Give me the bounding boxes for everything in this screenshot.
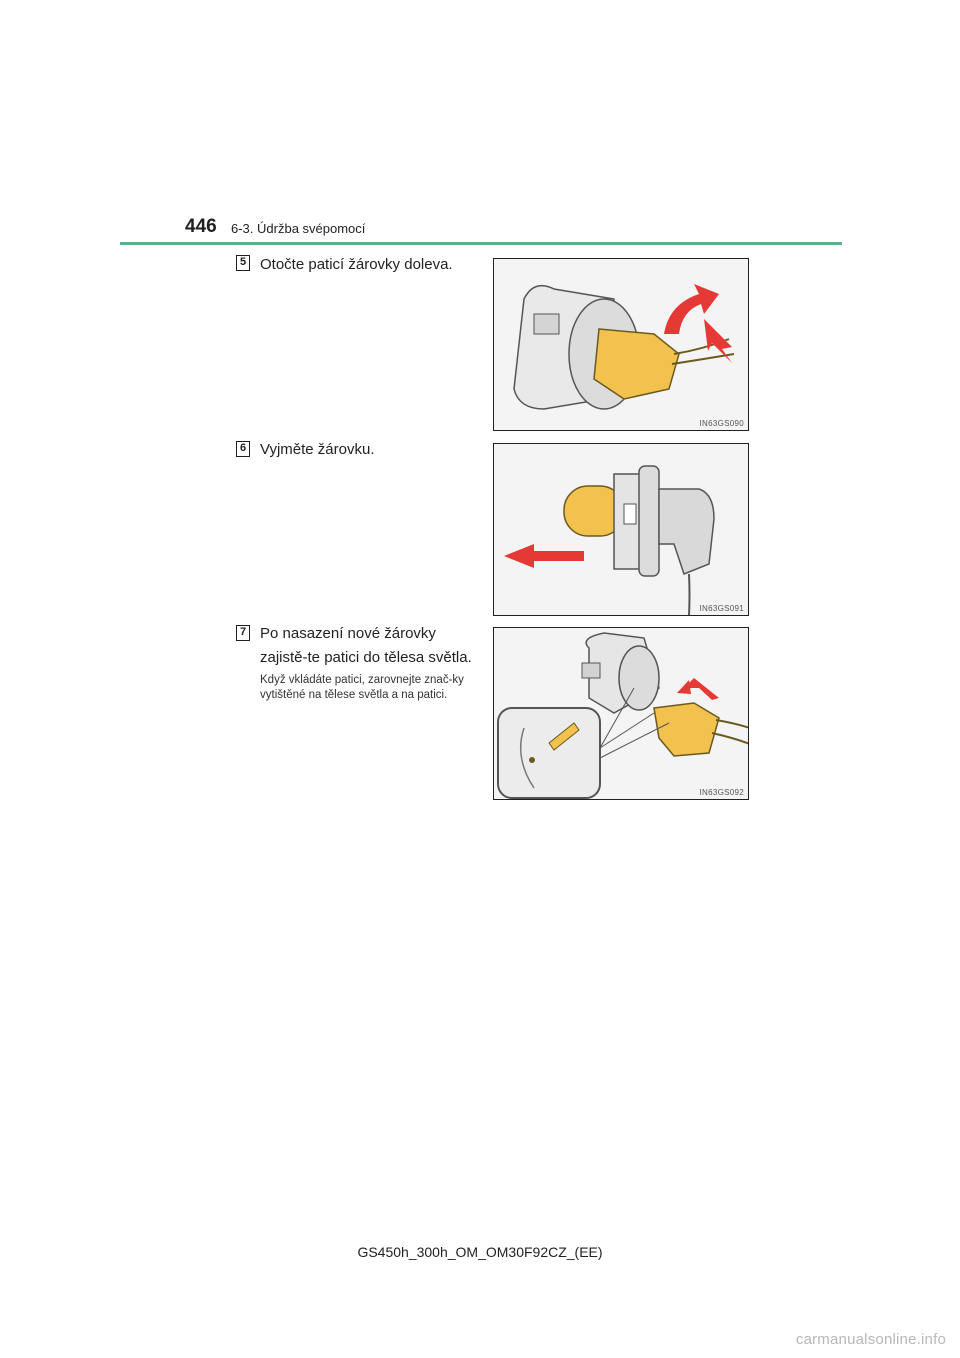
figure-step-6 bbox=[493, 443, 749, 616]
step-7-badge: 7 bbox=[236, 625, 250, 641]
step-6-badge: 6 bbox=[236, 441, 250, 457]
page-number: 446 bbox=[185, 216, 217, 237]
step-7-text: Po nasazení nové žárovky zajistě-te patici do tělesa světla. bbox=[260, 625, 472, 666]
figure-step-7 bbox=[493, 627, 749, 800]
figure-step-5 bbox=[493, 258, 749, 431]
figure-code: IN63GS090 bbox=[699, 419, 744, 428]
header-rule bbox=[120, 242, 842, 245]
bulb-removal-illustration bbox=[494, 444, 749, 616]
step-5-badge: 5 bbox=[236, 255, 250, 271]
bulb-install-illustration bbox=[494, 628, 749, 800]
figure-code: IN63GS092 bbox=[699, 788, 744, 797]
watermark[interactable]: carmanualsonline.info bbox=[795, 1331, 946, 1348]
step-6-text: Vyjměte žárovku. bbox=[260, 441, 375, 458]
step-7-note: Když vkládáte patici, zarovnejte znač-ky vytištěné na tělese světla a na patici. bbox=[260, 674, 464, 701]
step-5-text: Otočte paticí žárovky doleva. bbox=[260, 256, 453, 273]
footer-doc-code: GS450h_300h_OM_OM30F92CZ_(EE) bbox=[357, 1244, 603, 1260]
bulb-socket-rotate-illustration bbox=[494, 259, 749, 431]
figure-code: IN63GS091 bbox=[699, 604, 744, 613]
section-title: 6-3. Údržba svépomocí bbox=[231, 221, 366, 236]
